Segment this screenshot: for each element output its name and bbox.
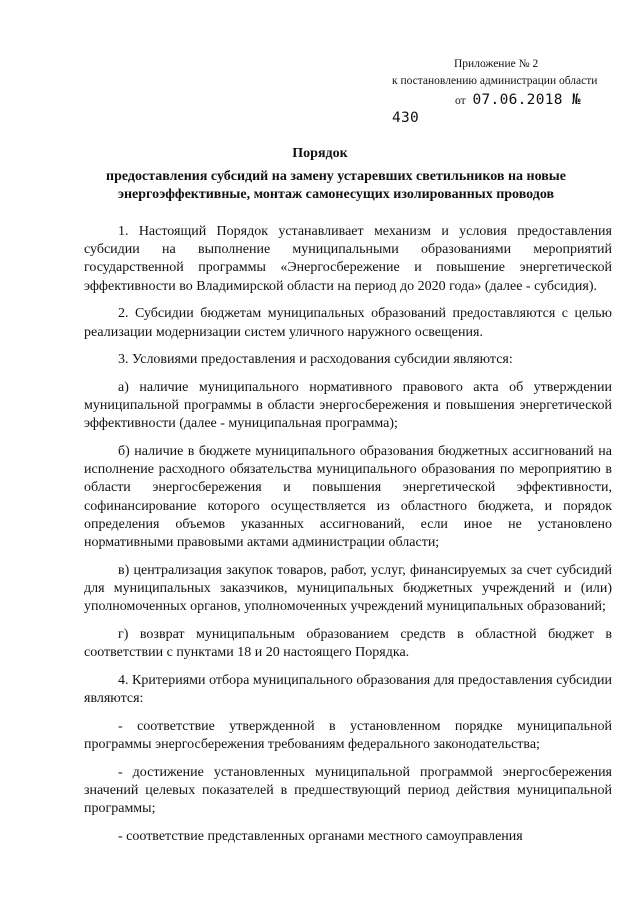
- appendix-ot: от: [455, 95, 466, 107]
- appendix-label: Приложение № 2: [454, 58, 539, 70]
- paragraph-3a: а) наличие муниципального нормативного правового акта об утверждении муниципальной программы в области энергосбережения и повышения энергетической эффективности (далее - муниципальная программа);: [84, 379, 612, 432]
- appendix-decree-reference: к постановлению администрации области: [392, 75, 598, 87]
- criterion-2: - достижение установленных муниципальной программой энергосбережения значений целевых показателей в предшествующий период действия муниципальной программы;: [84, 764, 612, 816]
- document-title: Порядок: [292, 146, 348, 161]
- appendix-header: [392, 56, 612, 128]
- paragraph-3g: г) возврат муниципальным образованием средств в областной бюджет в соответствии с пунктами 18 и 20 настоящего Порядка.: [84, 626, 612, 661]
- paragraph-3v: в) централизация закупок товаров, работ, услуг, финансируемых за счет субсидий для муниципальных заказчиков, муниципальных бюджетных учреждений и (или) уполномоченных органов, уполномоченных учреждений муниципальных образований;: [84, 562, 612, 615]
- paragraph-2: 2. Субсидии бюджетам муниципальных образований предоставляются с целью реализации модернизации систем уличного наружного освещения.: [84, 306, 612, 340]
- document-subtitle: предоставления субсидий на замену устаревших светильников на новые энергоэффективные, монтаж самонесущих изолированных проводов: [106, 169, 566, 202]
- paragraph-3b: б) наличие в бюджете муниципального образования бюджетных ассигнований на исполнение расходного обязательства муниципального образования по мероприятию в области энергосбережения и повышения энергетической эффективности, софинансирование которого осуществляется из областного бюджета, и порядок определения объемов указанных ассигнований, если иное не установлено нормативными правовыми актами администрации области;: [84, 444, 612, 551]
- paragraph-4: 4. Критериями отбора муниципального образования для предоставления субсидии являются:: [84, 672, 612, 706]
- criterion-1: - соответствие утвержденной в установленном порядке муниципальной программы энергосбережения требованиям федерального законодательства;: [84, 718, 612, 752]
- appendix-date-number: [392, 92, 612, 128]
- paragraph-1: 1. Настоящий Порядок устанавливает механизм и условия предоставления субсидии на выполнение муниципальными образованиями мероприятий государственной программы «Энергосбережение и повышение энергетической эффективности во Владимирской области на период до 2020 года» (далее - субсидия).: [84, 224, 612, 294]
- document-body: [84, 223, 612, 855]
- paragraph-3: 3. Условиями предоставления и расходования субсидии являются:: [118, 352, 513, 368]
- criterion-3: - соответствие представленных органами местного самоуправления: [118, 828, 523, 844]
- appendix-stamped-number: 07.06.2018 № 430: [392, 92, 581, 126]
